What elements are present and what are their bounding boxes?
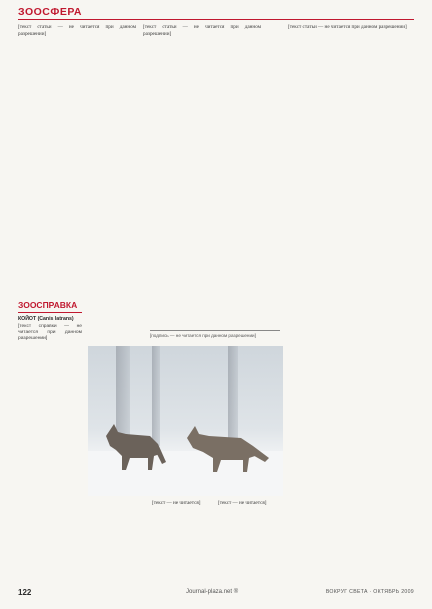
article-column-2	[143, 24, 261, 38]
caption-rule	[150, 330, 280, 331]
header-rule	[18, 19, 414, 20]
fact-sidebar	[18, 300, 82, 568]
article-column-1	[18, 24, 136, 38]
sidebar-text: [текст справки — не читается при данном разрешении]	[18, 324, 82, 342]
paragraph: [текст — не читается]	[152, 500, 201, 506]
paragraph: [текст статьи — не читается при данном разрешении]	[288, 24, 407, 30]
article-column-3	[288, 24, 414, 564]
coyote-photo	[88, 346, 283, 496]
page-footer	[18, 586, 414, 600]
issue-label: ВОКРУГ СВЕТА · ОКТЯБРЬ 2009	[325, 589, 414, 595]
article-column-4	[152, 500, 210, 560]
page-number: 122	[18, 588, 32, 597]
sidebar-rule	[18, 312, 82, 313]
species-name: КОЙОТ (Canis latrans)	[18, 316, 74, 322]
article-column-5	[218, 500, 276, 560]
section-title: ЗООСФЕРА	[18, 6, 82, 18]
coyote-figure	[183, 416, 273, 476]
sidebar-title: ЗООСПРАВКА	[18, 300, 78, 310]
paragraph: [текст — не читается]	[218, 500, 267, 506]
site-credit: Journal-plaza.net ®	[186, 589, 239, 595]
photo-caption: [подпись — не читается при данном разрешении]	[150, 333, 256, 338]
paragraph: [текст статьи — не читается при данном разрешении]	[143, 24, 261, 37]
photo-caption-block	[150, 330, 280, 339]
page-header	[18, 6, 414, 20]
coyote-figure	[98, 406, 168, 476]
paragraph: [текст статьи — не читается при данном разрешении]	[18, 24, 136, 37]
